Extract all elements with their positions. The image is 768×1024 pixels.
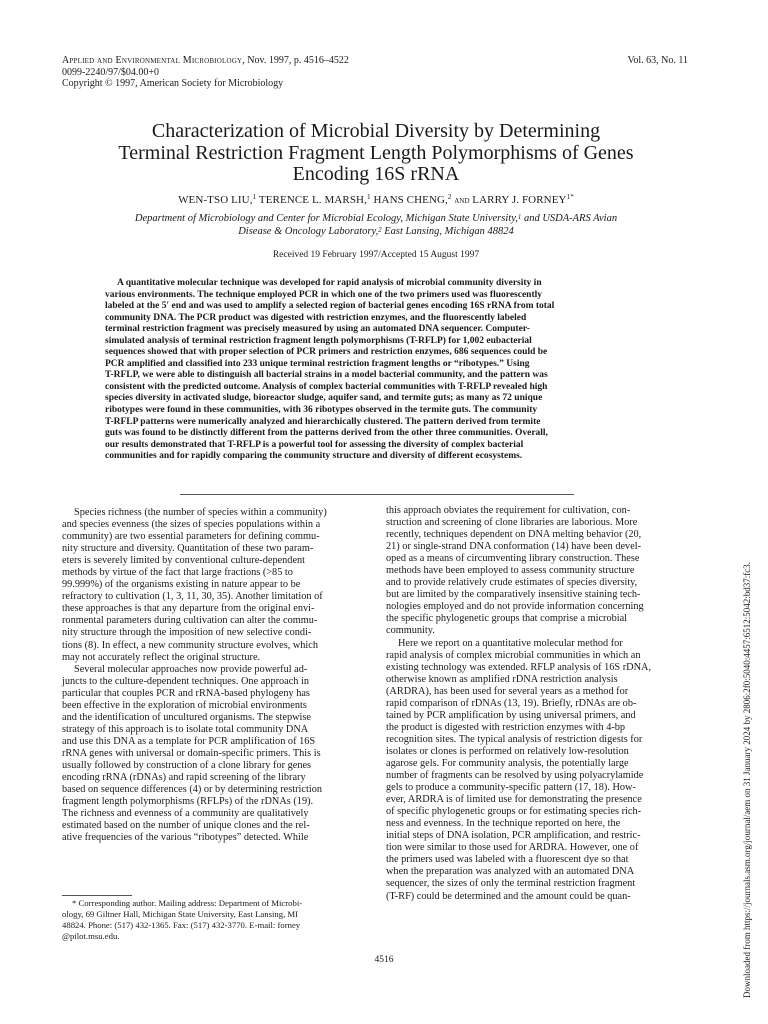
- body-text-line: the specific phylogenetic groups that comprise a microbial: [386, 613, 628, 625]
- body-text-line: and to provide relatively crude estimates of species diversity,: [386, 577, 638, 589]
- copyright: Copyright © 1997, American Society for Microbiology: [62, 78, 284, 89]
- body-text-line: nologies employed and do not provide information concerning: [386, 601, 644, 613]
- body-text-line: estimated based on the number of unique clones and the rel-: [62, 820, 310, 832]
- body-text-line: refractory to cultivation (1, 3, 11, 30, 35). Another limitation of: [62, 591, 323, 603]
- body-text-line: recently, techniques dependent on DNA melting behavior (20,: [386, 529, 642, 541]
- body-text-line: Species richness (the number of species within a community): [74, 507, 327, 518]
- author-conjunction: and: [451, 195, 473, 206]
- body-text-line: ative frequencies of the various “ribotypes” detected. While: [62, 832, 309, 844]
- journal-name: Applied and Environmental Microbiology: [62, 55, 243, 66]
- body-text-line: nity structure through the imposition of new selective condi-: [62, 627, 312, 639]
- running-header: [62, 55, 349, 90]
- body-text-line: the product is digested with restriction enzymes with 4-bp: [386, 721, 626, 733]
- body-text-line: rapid analysis of complex microbial communities in which an: [386, 649, 641, 661]
- abstract-line: simulated analysis of terminal restriction fragment length polymorphisms (T-RFLP) for 1,002 eubacterial: [105, 335, 532, 346]
- body-text-line: The richness and evenness of a community are qualitatively: [62, 808, 309, 820]
- abstract-line: various environments. The technique employed PCR in which one of the two primers used was fluorescently: [105, 289, 542, 300]
- footnote-line: @pilot.msu.edu.: [62, 931, 120, 941]
- body-text-line: usually followed by construction of a clone library for genes: [62, 759, 312, 771]
- abstract-line: our results demonstrated that T-RFLP is a powerful tool for assessing the diversity of complex bacterial: [105, 439, 524, 450]
- body-text-line: (ARDRA), has been used for several years as a method for: [386, 685, 629, 697]
- issn: 0099-2240/97/$04.00+0: [62, 66, 160, 78]
- body-text-line: existing technology was extended. RFLP analysis of 16S rDNA,: [386, 661, 652, 673]
- abstract-line: ribotypes were found in these communities, with 36 ribotypes observed in the termite guts. The community: [105, 405, 538, 416]
- body-text-line: eters is severely limited by conventional culture-dependent: [62, 555, 306, 567]
- body-text-line: ronmental parameters during cultivation can alter the commu-: [62, 615, 318, 627]
- body-text-line: rapid comparison of rDNAs (13, 19). Briefly, rDNAs are ob-: [386, 697, 637, 709]
- author-affil-mark: 2: [447, 192, 452, 201]
- abstract-line: PCR amplified and classified into 233 unique terminal restriction fragment lengths or “ribotypes.” Using: [105, 358, 530, 369]
- body-text-line: strategy of this approach is to isolate total community DNA: [62, 723, 309, 735]
- body-text-line: community.: [386, 625, 435, 637]
- abstract-line: consistent with the predicted outcome. Analysis of complex bacterial communities with T-RFLP revealed high: [105, 381, 548, 392]
- body-text-line: been effective in the exploration of microbial environments: [62, 699, 307, 711]
- author-list: [60, 194, 692, 206]
- issue-info: , Nov. 1997, p. 4516–4522: [242, 55, 349, 66]
- affiliation-text: Disease & Oncology Laboratory,: [238, 226, 379, 237]
- body-text-line: may not accurately reflect the original structure.: [62, 651, 261, 663]
- body-text-line: community) are two essential parameters for defining commu-: [62, 531, 320, 543]
- page-number: 4516: [374, 955, 394, 965]
- body-text-line: number of fragments can be resolved by using polyacrylamide: [386, 770, 644, 782]
- abstract-line: communities and for rapidly comparing the community structure and diversity of different ecosystems.: [105, 451, 523, 462]
- body-text-line: and use this DNA as a template for PCR amplification of 16S: [62, 735, 316, 747]
- body-text-line: this approach obviates the requirement for cultivation, con-: [386, 505, 631, 516]
- body-text-line: (T-RF) could be determined and the amount could be quan-: [386, 890, 631, 902]
- abstract-line: T-RFLP, we were able to distinguish all bacterial strains in a model bacterial community, and the pattern was: [105, 370, 548, 381]
- affiliation-text: East Lansing, Michigan 48824: [381, 226, 514, 237]
- body-text-line: ness and evenness. In the technique reported on here, the: [386, 818, 621, 830]
- body-text-line: otherwise known as amplified rDNA restriction analysis: [386, 673, 618, 685]
- body-text-line: ever, ARDRA is of limited use for demonstrating the presence: [386, 794, 642, 806]
- body-text-line: juncts to the culture-dependent techniques. One approach in: [62, 675, 310, 687]
- footnote-line: * Corresponding author. Mailing address: Department of Microbi-: [72, 898, 303, 908]
- body-text-line: gels to produce a community-specific pattern (17, 18). How-: [386, 782, 636, 794]
- abstract: [105, 278, 645, 463]
- abstract-divider: [180, 494, 574, 495]
- affiliation-text: and USDA-ARS Avian: [521, 213, 618, 224]
- author-name: TERENCE L. MARSH,: [256, 194, 367, 206]
- author-affil-mark: 1: [252, 192, 257, 201]
- download-watermark: Downloaded from https://journals.asm.org/journal/aem on 31 January 2024 by 2806:2f0:5040:4457:6512:5042:bd37:fc3.: [742, 561, 752, 998]
- title-line: Terminal Restriction Fragment Length Polymorphisms of Genes: [118, 141, 634, 164]
- affiliation-mark: 2: [378, 226, 382, 234]
- abstract-line: sequences showed that with proper selection of PCR primers and restriction enzymes, 686 sequences could be: [105, 347, 548, 358]
- body-text-line: recognition sites. The typical analysis of restriction digests for: [386, 733, 643, 745]
- body-text-line: 21) or single-strand DNA conformation (14) have been devel-: [386, 541, 642, 553]
- author-affil-mark: 1*: [566, 192, 574, 201]
- author-affil-mark: 1: [366, 192, 371, 201]
- body-text-line: methods by virtue of the fact that large fractions (>85 to: [62, 567, 293, 579]
- body-text-line: nity structure and diversity. Quantitation of these two param-: [62, 543, 314, 555]
- body-column-right: [386, 505, 702, 903]
- affiliations: [60, 212, 692, 238]
- abstract-line: community DNA. The PCR product was digested with restriction enzymes, and the fluorescently labeled: [105, 312, 527, 323]
- corresponding-author-footnote: [62, 898, 302, 942]
- body-text-line: the primers used was labeled with a fluorescent dye so that: [386, 854, 629, 866]
- abstract-line: A quantitative molecular technique was developed for rapid analysis of microbial community diversity in: [117, 278, 542, 288]
- affiliation-text: Department of Microbiology and Center for Microbial Ecology, Michigan State University,: [134, 213, 518, 224]
- body-text-line: tions (8). In effect, a new community structure evolves, which: [62, 639, 319, 651]
- article-title: [60, 121, 692, 186]
- body-text-line: and the identification of uncultured organisms. The stepwise: [62, 711, 311, 723]
- author-name: HANS CHENG,: [370, 194, 448, 206]
- body-text-line: of specific phylogenetic groups or for estimating species rich-: [386, 806, 642, 818]
- title-line: Characterization of Microbial Diversity by Determining: [151, 120, 601, 142]
- abstract-line: T-RFLP patterns were numerically analyzed and hierarchically clustered. The pattern derived from termite: [105, 416, 541, 427]
- body-text-line: Several molecular approaches now provide powerful ad-: [74, 663, 308, 675]
- body-text-line: struction and screening of clone libraries are laborious. More: [386, 517, 638, 529]
- body-text-line: rRNA genes with universal or domain-specific primers. This is: [62, 747, 321, 759]
- author-name: LARRY J. FORNEY: [472, 194, 567, 206]
- body-text-line: isolates or clones is performed on relatively low-resolution: [386, 745, 629, 757]
- body-text-line: methods have been employed to assess community structure: [386, 565, 635, 577]
- body-text-line: these approaches is that any departure from the original envi-: [62, 603, 315, 615]
- volume-info: Vol. 63, No. 11: [627, 55, 688, 66]
- footnote-line: 48824. Phone: (517) 432-1365. Fax: (517) 432-3770. E-mail: forney: [62, 920, 301, 930]
- author-name: WEN-TSO LIU,: [178, 194, 253, 206]
- footnote-divider: [62, 895, 132, 896]
- body-text-line: when the preparation was analyzed with an automated DNA: [386, 866, 635, 878]
- received-dates: Received 19 February 1997/Accepted 15 August 1997: [272, 250, 480, 260]
- body-text-line: tion were similar to those used for ARDRA. However, one of: [386, 842, 639, 854]
- body-text-line: fragment length polymorphisms (RFLPs) of the rDNAs (19).: [62, 796, 314, 808]
- abstract-line: species diversity in activated sludge, bioreactor sludge, aquifer sand, and termite guts; as many as 72 unique: [105, 393, 543, 404]
- footnote-line: ology, 69 Giltner Hall, Michigan State University, East Lansing, MI: [62, 909, 299, 919]
- body-text-line: particular that couples PCR and rRNA-based phylogeny has: [62, 687, 310, 699]
- abstract-line: terminal restriction fragment was precisely measured by using an automated DNA sequencer. Computer-: [105, 324, 530, 335]
- body-text-line: based on sequence differences (4) or by determining restriction: [62, 784, 322, 796]
- body-text-line: initial steps of DNA isolation, PCR amplification, and restric-: [386, 830, 641, 842]
- body-text-line: agarose gels. For community analysis, the potentially large: [386, 757, 629, 769]
- body-text-line: tained by PCR amplification by using universal primers, and: [386, 709, 636, 721]
- title-line: Encoding 16S rRNA: [292, 163, 460, 185]
- abstract-line: guts was found to be distinctly different from the patterns derived from the other three communities. Overall,: [105, 428, 548, 439]
- body-text-line: but are limited by the comparatively insensitive staining tech-: [386, 589, 641, 601]
- body-text-line: oped as a means of circumventing library construction. These: [386, 553, 640, 565]
- abstract-line: labeled at the 5′ end and was used to amplify a selected region of bacterial genes encoding 16S rRNA from total: [105, 301, 555, 312]
- body-text-line: encoding rRNA (rDNAs) and rapid screening of the library: [62, 772, 306, 784]
- body-text-line: sequencer, the sizes of only the terminal restriction fragment: [386, 878, 636, 890]
- body-text-line: 99.999%) of the organisms existing in nature appear to be: [62, 579, 301, 591]
- body-column-left: [62, 507, 367, 844]
- affiliation-mark: 1: [517, 213, 522, 221]
- body-text-line: Here we report on a quantitative molecular method for: [398, 637, 623, 649]
- body-text-line: and species evenness (the sizes of species populations within a: [62, 519, 321, 531]
